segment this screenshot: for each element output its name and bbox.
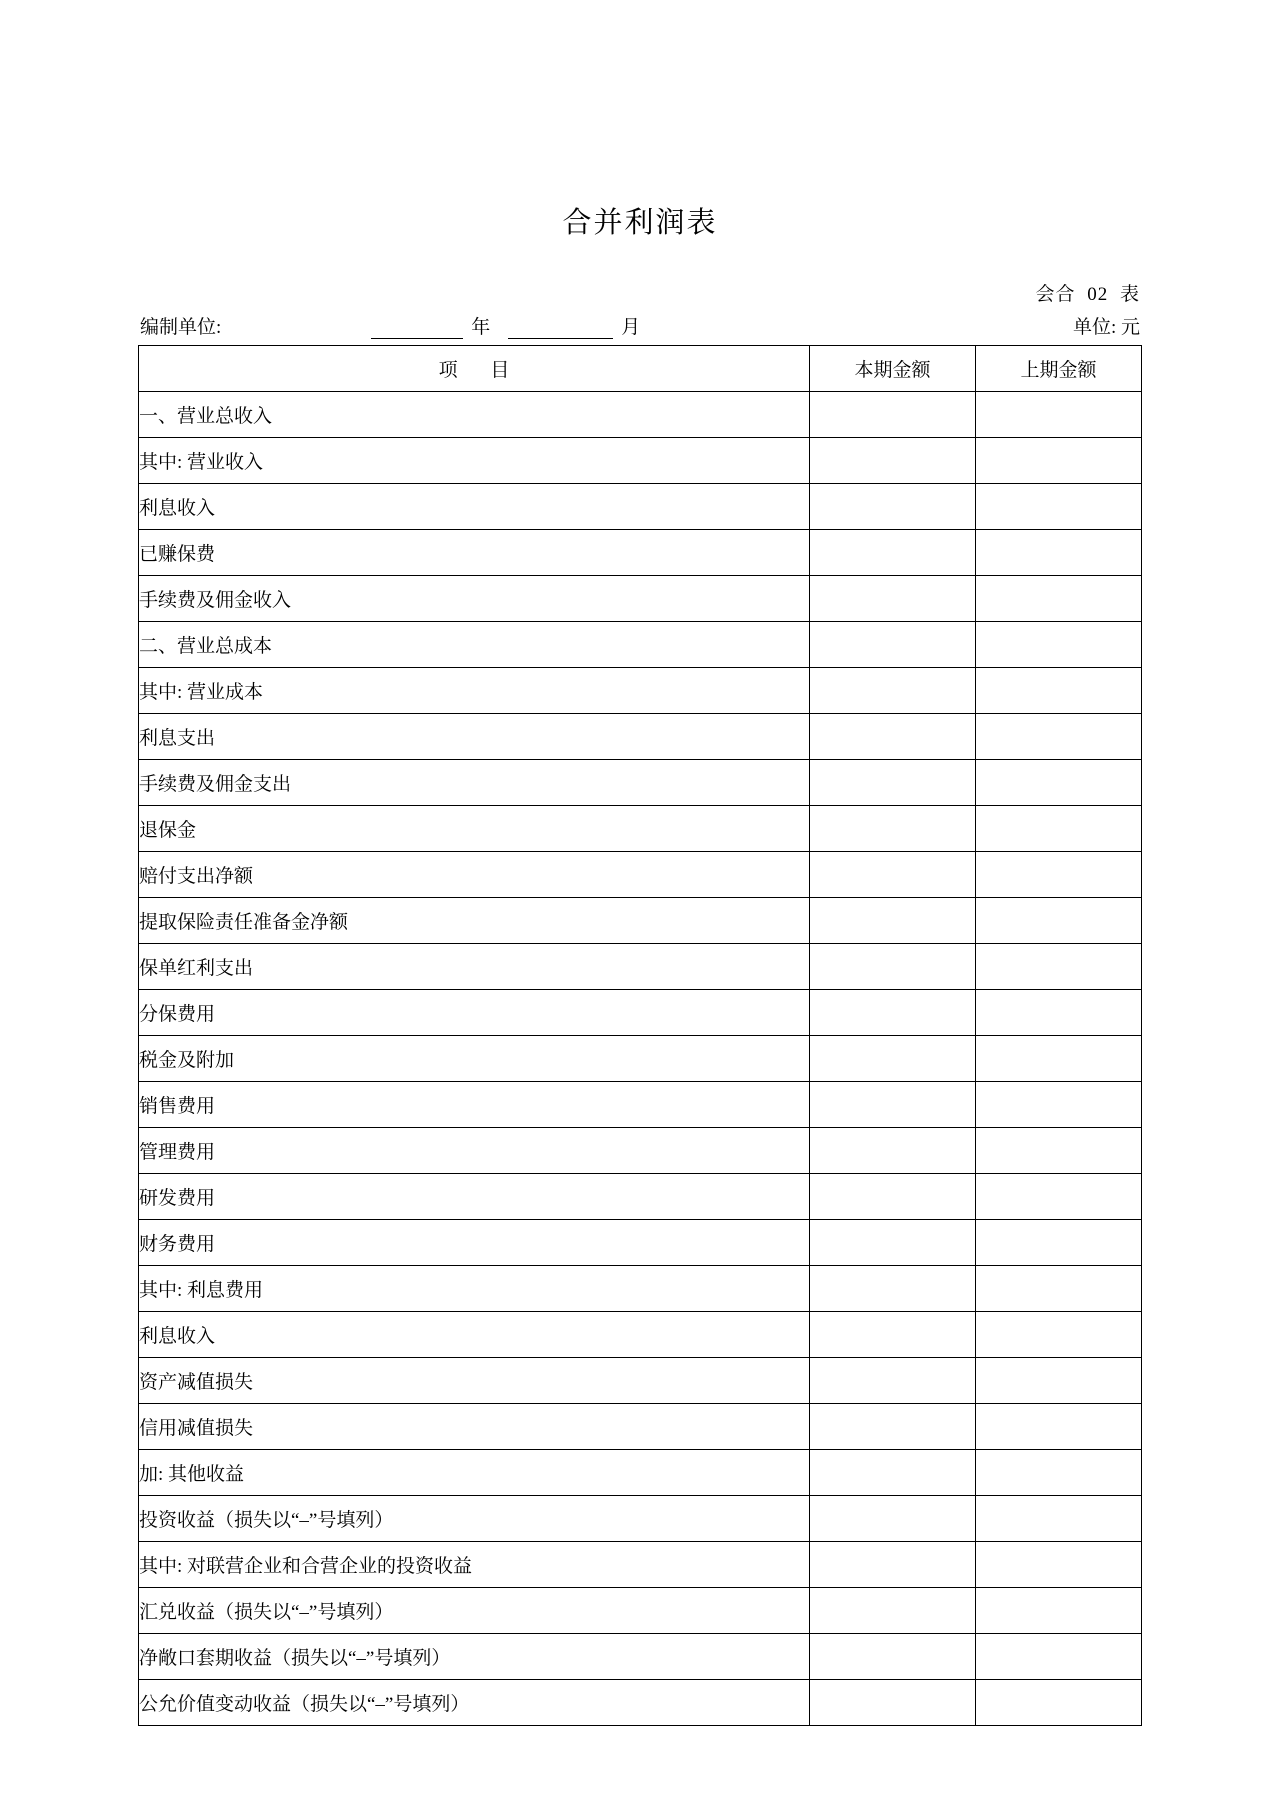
table-row bbox=[139, 668, 1142, 714]
year-label: 年 bbox=[471, 317, 491, 338]
row-label: 投资收益（损失以“–”号填列） bbox=[139, 1496, 810, 1542]
cell-previous-amount[interactable] bbox=[976, 1450, 1142, 1496]
cell-current-amount[interactable] bbox=[810, 760, 976, 806]
row-label: 研发费用 bbox=[139, 1174, 810, 1220]
table-row bbox=[139, 392, 1142, 438]
cell-current-amount[interactable] bbox=[810, 1266, 976, 1312]
cell-previous-amount[interactable] bbox=[976, 714, 1142, 760]
table-row bbox=[139, 484, 1142, 530]
row-label: 保单红利支出 bbox=[139, 944, 810, 990]
row-label: 赔付支出净额 bbox=[139, 852, 810, 898]
table-row bbox=[139, 852, 1142, 898]
cell-current-amount[interactable] bbox=[810, 392, 976, 438]
cell-current-amount[interactable] bbox=[810, 1220, 976, 1266]
cell-previous-amount[interactable] bbox=[976, 392, 1142, 438]
table-row bbox=[139, 714, 1142, 760]
document-meta bbox=[140, 241, 1140, 345]
form-code-label: 会合 bbox=[1035, 284, 1076, 305]
cell-current-amount[interactable] bbox=[810, 1036, 976, 1082]
cell-previous-amount[interactable] bbox=[976, 990, 1142, 1036]
cell-previous-amount[interactable] bbox=[976, 944, 1142, 990]
row-label: 加: 其他收益 bbox=[139, 1450, 810, 1496]
cell-current-amount[interactable] bbox=[810, 714, 976, 760]
column-header-previous-amount: 上期金额 bbox=[976, 346, 1142, 392]
table-row bbox=[139, 1450, 1142, 1496]
row-label: 利息收入 bbox=[139, 1312, 810, 1358]
cell-current-amount[interactable] bbox=[810, 1082, 976, 1128]
table-row bbox=[139, 1128, 1142, 1174]
cell-current-amount[interactable] bbox=[810, 990, 976, 1036]
table-row bbox=[139, 1082, 1142, 1128]
table-body bbox=[139, 392, 1142, 1726]
cell-previous-amount[interactable] bbox=[976, 852, 1142, 898]
cell-current-amount[interactable] bbox=[810, 852, 976, 898]
row-label: 销售费用 bbox=[139, 1082, 810, 1128]
row-label: 利息支出 bbox=[139, 714, 810, 760]
row-label: 税金及附加 bbox=[139, 1036, 810, 1082]
row-label: 信用减值损失 bbox=[139, 1404, 810, 1450]
cell-current-amount[interactable] bbox=[810, 622, 976, 668]
cell-previous-amount[interactable] bbox=[976, 760, 1142, 806]
cell-previous-amount[interactable] bbox=[976, 1358, 1142, 1404]
cell-current-amount[interactable] bbox=[810, 1680, 976, 1726]
table-row bbox=[139, 576, 1142, 622]
cell-previous-amount[interactable] bbox=[976, 1634, 1142, 1680]
cell-previous-amount[interactable] bbox=[976, 1542, 1142, 1588]
cell-previous-amount[interactable] bbox=[976, 1036, 1142, 1082]
cell-previous-amount[interactable] bbox=[976, 1174, 1142, 1220]
table-row bbox=[139, 622, 1142, 668]
table-row bbox=[139, 1588, 1142, 1634]
table-row bbox=[139, 1312, 1142, 1358]
cell-current-amount[interactable] bbox=[810, 1496, 976, 1542]
row-label: 提取保险责任准备金净额 bbox=[139, 898, 810, 944]
cell-previous-amount[interactable] bbox=[976, 484, 1142, 530]
cell-current-amount[interactable] bbox=[810, 1128, 976, 1174]
year-input-line[interactable] bbox=[371, 337, 463, 339]
table-row bbox=[139, 1634, 1142, 1680]
table-row bbox=[139, 1680, 1142, 1726]
cell-previous-amount[interactable] bbox=[976, 1404, 1142, 1450]
row-label: 已赚保费 bbox=[139, 530, 810, 576]
cell-previous-amount[interactable] bbox=[976, 806, 1142, 852]
cell-current-amount[interactable] bbox=[810, 1634, 976, 1680]
table-row bbox=[139, 760, 1142, 806]
page-title: 合并利润表 bbox=[562, 207, 718, 239]
cell-previous-amount[interactable] bbox=[976, 668, 1142, 714]
cell-current-amount[interactable] bbox=[810, 1404, 976, 1450]
cell-previous-amount[interactable] bbox=[976, 622, 1142, 668]
column-header-current-amount: 本期金额 bbox=[810, 346, 976, 392]
cell-current-amount[interactable] bbox=[810, 1174, 976, 1220]
cell-current-amount[interactable] bbox=[810, 668, 976, 714]
preparer-label: 编制单位: bbox=[140, 317, 222, 338]
preparer-block bbox=[140, 312, 640, 339]
row-label: 其中: 对联营企业和合营企业的投资收益 bbox=[139, 1542, 810, 1588]
cell-previous-amount[interactable] bbox=[976, 1266, 1142, 1312]
month-input-line[interactable] bbox=[508, 337, 613, 339]
row-label: 汇兑收益（损失以“–”号填列） bbox=[139, 1588, 810, 1634]
cell-previous-amount[interactable] bbox=[976, 1496, 1142, 1542]
table-row bbox=[139, 806, 1142, 852]
form-code-number: 02 bbox=[1087, 284, 1109, 305]
row-label: 一、营业总收入 bbox=[139, 392, 810, 438]
meta-row bbox=[140, 312, 1140, 345]
cell-current-amount[interactable] bbox=[810, 1358, 976, 1404]
cell-previous-amount[interactable] bbox=[976, 1680, 1142, 1726]
table-row bbox=[139, 990, 1142, 1036]
cell-previous-amount[interactable] bbox=[976, 1128, 1142, 1174]
cell-current-amount[interactable] bbox=[810, 530, 976, 576]
table-row bbox=[139, 1542, 1142, 1588]
table-row bbox=[139, 1358, 1142, 1404]
income-statement-table bbox=[138, 345, 1142, 1726]
table-row bbox=[139, 898, 1142, 944]
cell-previous-amount[interactable] bbox=[976, 898, 1142, 944]
cell-current-amount[interactable] bbox=[810, 944, 976, 990]
cell-current-amount[interactable] bbox=[810, 898, 976, 944]
table-row bbox=[139, 530, 1142, 576]
cell-current-amount[interactable] bbox=[810, 576, 976, 622]
column-header-item: 项 目 bbox=[139, 346, 810, 392]
form-code-suffix: 表 bbox=[1119, 284, 1140, 305]
row-label: 退保金 bbox=[139, 806, 810, 852]
row-label: 其中: 营业收入 bbox=[139, 438, 810, 484]
form-code bbox=[140, 241, 1140, 306]
row-label: 其中: 利息费用 bbox=[139, 1266, 810, 1312]
cell-current-amount[interactable] bbox=[810, 1312, 976, 1358]
cell-previous-amount[interactable] bbox=[976, 1588, 1142, 1634]
cell-previous-amount[interactable] bbox=[976, 530, 1142, 576]
row-label: 手续费及佣金支出 bbox=[139, 760, 810, 806]
cell-current-amount[interactable] bbox=[810, 1588, 976, 1634]
cell-current-amount[interactable] bbox=[810, 484, 976, 530]
cell-current-amount[interactable] bbox=[810, 806, 976, 852]
row-label: 公允价值变动收益（损失以“–”号填列） bbox=[139, 1680, 810, 1726]
row-label: 管理费用 bbox=[139, 1128, 810, 1174]
table-row bbox=[139, 1174, 1142, 1220]
cell-current-amount[interactable] bbox=[810, 438, 976, 484]
cell-previous-amount[interactable] bbox=[976, 576, 1142, 622]
row-label: 净敞口套期收益（损失以“–”号填列） bbox=[139, 1634, 810, 1680]
cell-current-amount[interactable] bbox=[810, 1450, 976, 1496]
cell-current-amount[interactable] bbox=[810, 1542, 976, 1588]
row-label: 手续费及佣金收入 bbox=[139, 576, 810, 622]
table-row bbox=[139, 1404, 1142, 1450]
table-row bbox=[139, 1266, 1142, 1312]
cell-previous-amount[interactable] bbox=[976, 1312, 1142, 1358]
row-label: 财务费用 bbox=[139, 1220, 810, 1266]
row-label: 其中: 营业成本 bbox=[139, 668, 810, 714]
table-row bbox=[139, 944, 1142, 990]
cell-previous-amount[interactable] bbox=[976, 1082, 1142, 1128]
currency-unit-label: 单位: 元 bbox=[1072, 317, 1140, 338]
table-header-row bbox=[139, 346, 1142, 392]
table-row bbox=[139, 1220, 1142, 1266]
row-label: 二、营业总成本 bbox=[139, 622, 810, 668]
table-row bbox=[139, 1496, 1142, 1542]
cell-previous-amount[interactable] bbox=[976, 1220, 1142, 1266]
table-row bbox=[139, 1036, 1142, 1082]
table-row bbox=[139, 438, 1142, 484]
row-label: 资产减值损失 bbox=[139, 1358, 810, 1404]
month-label: 月 bbox=[621, 317, 641, 338]
row-label: 利息收入 bbox=[139, 484, 810, 530]
cell-previous-amount[interactable] bbox=[976, 438, 1142, 484]
row-label: 分保费用 bbox=[139, 990, 810, 1036]
